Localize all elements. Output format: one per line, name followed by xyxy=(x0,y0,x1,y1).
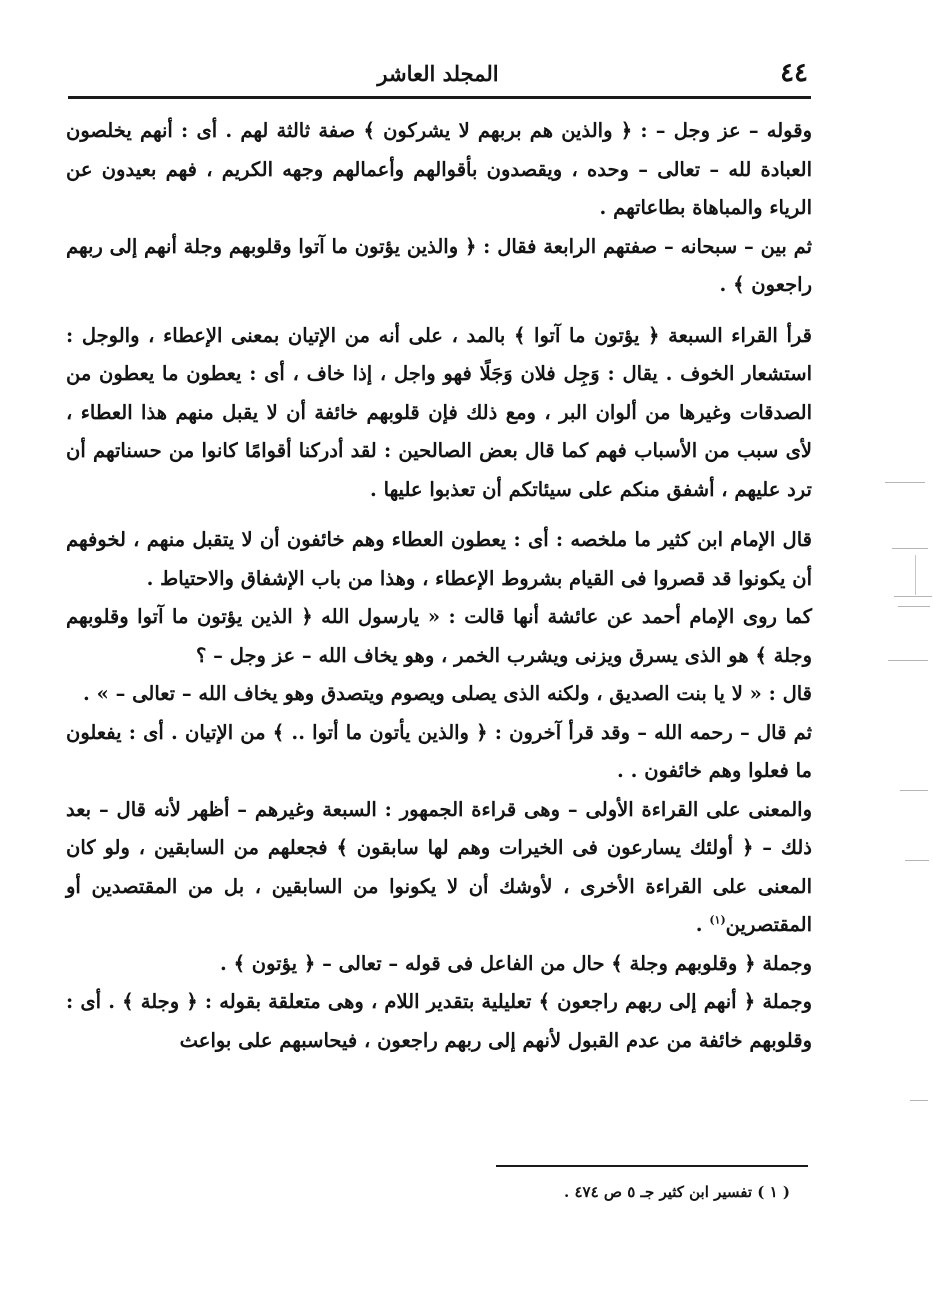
paragraph-8-end: . xyxy=(695,913,710,936)
margin-scan-mark xyxy=(910,1100,928,1101)
margin-scan-mark xyxy=(915,555,916,595)
margin-scan-mark xyxy=(898,606,930,607)
paragraph-3: قرأ القراء السبعة ﴿ يؤتون ما آتوا ﴾ بالمد ، على أنه من الإتيان بمعنى الإعطاء ، والوجل : استشعار الخوف . يقال : وَجِل فلان وَجَلًا فهو واجل ، إذا خاف ، أى : يعطون ما يعطون من الصدقات وغيرها من ألوان البر ، ومع ذلك فإن قلوبهم خائفة أن لا يقبل منهم هذا العطاء ، لأى سبب من الأسباب فهم كما قال بعض الصالحين : لقد أدركنا أقوامًا كانوا من حسناتهم أن ترد عليهم ، أشفق منكم على سيئاتكم أن تعذبوا عليها . xyxy=(66,323,812,501)
paragraph-8-text: والمعنى على القراءة الأولى – وهى قراءة الجمهور : السبعة وغيرهم – أظهر لأنه قال – بعد ذلك – ﴿ أولئك يسارعون فى الخيرات وهم لها سابقون ﴾ فجعلهم من السابقين ، ولو كان المعنى على القراءة الأخرى ، لأوشك أن لا يكونوا من السابقين ، بل من المقتصدين أو المقتصرين xyxy=(66,797,812,936)
page-number: ٤٤ xyxy=(780,58,808,88)
paragraph-9: وجملة ﴿ وقلوبهم وجلة ﴾ حال من الفاعل فى قوله – تعالى – ﴿ يؤتون ﴾ . xyxy=(220,951,812,975)
margin-scan-mark xyxy=(892,548,928,549)
header-rule xyxy=(68,96,811,99)
paragraph-7: ثم قال – رحمه الله – وقد قرأ آخرون : ﴿ والذين يأتون ما أتوا .. ﴾ من الإتيان . أى : يفعلون ما فعلوا وهم خائفون . . xyxy=(66,720,812,782)
body-text xyxy=(66,112,812,1060)
paragraph-5: كما روى الإمام أحمد عن عائشة أنها قالت : « يارسول الله ﴿ الذين يؤتون ما آتوا وقلوبهم وجلة ﴾ هو الذى يسرق ويزنى ويشرب الخمر ، وهو يخاف الله – عز وجل – ؟ xyxy=(66,605,812,667)
margin-scan-mark xyxy=(900,790,928,791)
paragraph-6: قال : « لا يا بنت الصديق ، ولكنه الذى يصلى ويصوم ويتصدق وهو يخاف الله – تعالى – » . xyxy=(83,682,812,705)
margin-scan-mark xyxy=(894,596,932,597)
paragraph-2: ثم بين – سبحانه – صفتهم الرابعة فقال : ﴿ والذين يؤتون ما آتوا وقلوبهم وجلة أنهم إلى ربهم راجعون ﴾ . xyxy=(66,234,812,296)
margin-scan-mark xyxy=(888,660,928,661)
margin-scan-mark xyxy=(905,860,929,861)
footnote-marker: (١) xyxy=(709,913,726,927)
page-header xyxy=(68,56,808,96)
footnote: ( ١ ) تفسير ابن كثير جـ ٥ ص ٤٧٤ . xyxy=(564,1183,790,1201)
paragraph-4: قال الإمام ابن كثير ما ملخصه : أى : يعطون العطاء وهم خائفون أن لا يتقبل منهم ، لخوفهم أن يكونوا قد قصروا فى القيام بشروط الإعطاء ، وهذا من باب الإشفاق والاحتياط . xyxy=(66,528,812,590)
paragraph-1: وقوله – عز وجل – : ﴿ والذين هم بربهم لا يشركون ﴾ صفة ثالثة لهم . أى : أنهم يخلصون العبادة لله – تعالى – وحده ، ويقصدون بأقوالهم وأعمالهم وجهه الكريم ، فهم بعيدون عن الرياء والمباهاة بطاعاتهم . xyxy=(66,119,812,219)
margin-scan-mark xyxy=(885,482,925,483)
running-head: المجلد العاشر xyxy=(377,61,499,86)
paragraph-10: وجملة ﴿ أنهم إلى ربهم راجعون ﴾ تعليلية بتقدير اللام ، وهى متعلقة بقوله : ﴿ وجلة ﴾ . أى : وقلوبهم خائفة من عدم القبول لأنهم إلى ربهم راجعون ، فيحاسبهم على بواعث xyxy=(66,990,812,1052)
footnote-rule xyxy=(496,1165,808,1167)
paragraph-8 xyxy=(66,791,812,945)
